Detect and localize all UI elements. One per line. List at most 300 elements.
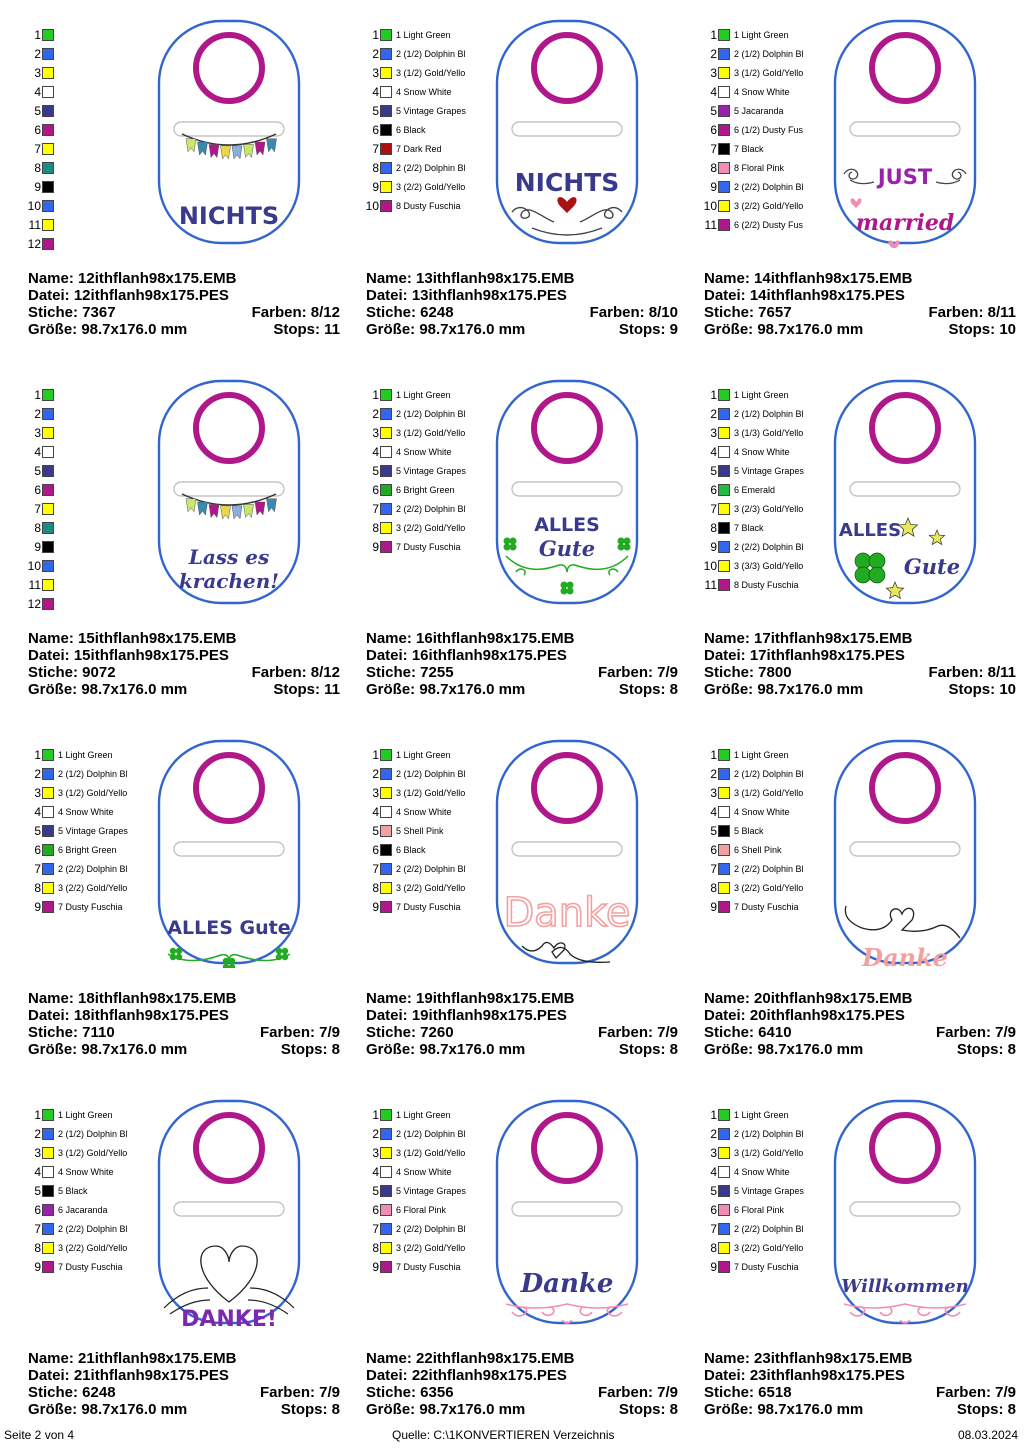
color-swatch-row <box>690 841 820 860</box>
swatch-color-box <box>718 67 730 79</box>
swatch-color-box <box>380 465 392 477</box>
swatch-color-box <box>718 465 730 477</box>
swatch-number: 9 <box>710 540 717 554</box>
color-swatch-row <box>14 45 144 64</box>
swatch-number: 2 <box>372 1127 379 1141</box>
swatch-number: 4 <box>710 1165 717 1179</box>
swatch-number: 2 <box>372 47 379 61</box>
color-swatch-row <box>14 898 144 917</box>
swatch-thread-name: 3 (1/2) Gold/Yello <box>734 68 804 78</box>
color-swatch-row <box>352 424 482 443</box>
color-swatch-row <box>14 538 144 557</box>
swatch-thread-name: 3 (2/2) Gold/Yello <box>396 523 466 533</box>
swatch-thread-name: 2 (2/2) Dolphin Bl <box>58 864 128 874</box>
color-count: Farben: 8/12 <box>251 304 340 321</box>
swatch-color-box <box>718 1223 730 1235</box>
swatch-number: 8 <box>34 1241 41 1255</box>
swatch-number: 7 <box>372 1222 379 1236</box>
color-swatch-row <box>14 746 144 765</box>
swatch-number: 1 <box>372 1108 379 1122</box>
swatch-color-box <box>380 1166 392 1178</box>
swatch-thread-name: 6 Jacaranda <box>58 1205 108 1215</box>
color-swatch-row <box>14 1258 144 1277</box>
swatch-thread-name: 7 Dusty Fuschia <box>396 542 461 552</box>
swatch-number: 8 <box>34 161 41 175</box>
color-swatch-list <box>14 386 144 614</box>
info-line <box>366 1401 678 1418</box>
color-swatch-row <box>690 64 820 83</box>
swatch-thread-name: 5 Black <box>58 1186 88 1196</box>
color-swatch-row <box>690 45 820 64</box>
color-swatch-row <box>690 443 820 462</box>
info-line <box>28 321 340 338</box>
swatch-number: 6 <box>372 483 379 497</box>
swatch-color-box <box>718 768 730 780</box>
color-swatch-row <box>14 1220 144 1239</box>
color-swatch-row <box>352 1239 482 1258</box>
swatch-number: 1 <box>372 748 379 762</box>
swatch-thread-name: 1 Light Green <box>734 1110 789 1120</box>
design-card <box>352 1080 690 1440</box>
hanger-slot <box>850 1202 960 1216</box>
info-line <box>366 990 678 1007</box>
design-text: Gute <box>903 554 961 579</box>
color-swatch-row <box>14 1125 144 1144</box>
swatch-number: 5 <box>372 824 379 838</box>
swatch-color-box <box>42 124 54 136</box>
info-line <box>366 287 678 304</box>
file-name: Name: 22ithflanh98x175.EMB <box>366 1350 575 1367</box>
swatch-thread-name: 2 (1/2) Dolphin Bl <box>734 49 804 59</box>
swatch-thread-name: 6 (2/2) Dusty Fus <box>734 220 804 230</box>
file-pes: Datei: 12ithflanh98x175.PES <box>28 287 229 304</box>
swatch-number: 4 <box>34 445 41 459</box>
swatch-number: 2 <box>710 1127 717 1141</box>
door-hanger-preview <box>492 16 642 248</box>
design-card <box>352 0 690 360</box>
color-swatch-row <box>690 1125 820 1144</box>
info-line <box>366 1007 678 1024</box>
swatch-color-box <box>380 29 392 41</box>
design-text: Gute <box>538 536 596 561</box>
swatch-thread-name: 6 Shell Pink <box>734 845 782 855</box>
stitch-count: Stiche: 6518 <box>704 1384 792 1401</box>
swatch-color-box <box>380 541 392 553</box>
stitch-count: Stiche: 7367 <box>28 304 116 321</box>
color-swatch-row <box>14 481 144 500</box>
swatch-number: 9 <box>372 900 379 914</box>
color-swatch-row <box>14 860 144 879</box>
swatch-color-box <box>380 86 392 98</box>
swatch-thread-name: 3 (1/2) Gold/Yello <box>734 1148 804 1158</box>
info-line <box>28 1007 340 1024</box>
swatch-thread-name: 8 Floral Pink <box>734 163 785 173</box>
design-info <box>704 630 1016 698</box>
swatch-thread-name: 2 (2/2) Dolphin Bl <box>396 864 466 874</box>
swatch-color-box <box>380 901 392 913</box>
swatch-color-box <box>380 787 392 799</box>
design-text: krachen! <box>178 569 280 593</box>
stop-count: Stops: 8 <box>280 1041 340 1058</box>
swatch-thread-name: 3 (1/2) Gold/Yello <box>58 1148 128 1158</box>
swatch-number: 4 <box>34 85 41 99</box>
swatch-color-box <box>380 162 392 174</box>
color-swatch-row <box>352 519 482 538</box>
color-swatch-row <box>352 481 482 500</box>
color-swatch-row <box>14 386 144 405</box>
swatch-number: 2 <box>34 407 41 421</box>
swatch-thread-name: 4 Snow White <box>396 447 452 457</box>
info-line <box>704 1367 1016 1384</box>
swatch-color-box <box>718 427 730 439</box>
swatch-thread-name: 4 Snow White <box>734 447 790 457</box>
swatch-color-box <box>42 522 54 534</box>
swatch-number: 1 <box>34 388 41 402</box>
design-info <box>704 270 1016 338</box>
stop-count: Stops: 9 <box>618 321 678 338</box>
color-swatch-row <box>352 140 482 159</box>
color-swatch-row <box>690 500 820 519</box>
color-swatch-list <box>352 1106 482 1277</box>
color-swatch-row <box>14 576 144 595</box>
color-swatch-row <box>352 1201 482 1220</box>
swatch-number: 10 <box>703 559 717 573</box>
swatch-thread-name: 3 (1/2) Gold/Yello <box>734 788 804 798</box>
info-line <box>366 664 678 681</box>
file-name: Name: 15ithflanh98x175.EMB <box>28 630 237 647</box>
swatch-color-box <box>380 124 392 136</box>
design-info <box>704 1350 1016 1418</box>
swatch-thread-name: 7 Dusty Fuschia <box>734 1262 799 1272</box>
color-swatch-row <box>352 1125 482 1144</box>
file-pes: Datei: 22ithflanh98x175.PES <box>366 1367 567 1384</box>
swatch-thread-name: 4 Snow White <box>396 1167 452 1177</box>
door-hanger-preview <box>492 376 642 608</box>
swatch-color-box <box>380 67 392 79</box>
swatch-color-box <box>380 768 392 780</box>
file-pes: Datei: 23ithflanh98x175.PES <box>704 1367 905 1384</box>
swatch-number: 3 <box>710 786 717 800</box>
info-line <box>366 1350 678 1367</box>
swatch-number: 3 <box>372 1146 379 1160</box>
swatch-color-box <box>380 825 392 837</box>
swatch-color-box <box>718 522 730 534</box>
swatch-thread-name: 3 (1/2) Gold/Yello <box>396 788 466 798</box>
swatch-number: 7 <box>710 862 717 876</box>
color-swatch-list <box>690 1106 820 1277</box>
swatch-color-box <box>718 1109 730 1121</box>
swatch-thread-name: 3 (1/2) Gold/Yello <box>396 68 466 78</box>
color-swatch-list <box>352 746 482 917</box>
swatch-thread-name: 2 (1/2) Dolphin Bl <box>58 769 128 779</box>
color-swatch-row <box>690 538 820 557</box>
swatch-color-box <box>42 219 54 231</box>
color-swatch-row <box>352 159 482 178</box>
swatch-thread-name: 3 (2/2) Gold/Yello <box>396 182 466 192</box>
swatch-color-box <box>380 503 392 515</box>
swatch-number: 6 <box>710 843 717 857</box>
swatch-color-box <box>718 1128 730 1140</box>
swatch-thread-name: 1 Light Green <box>734 30 789 40</box>
color-swatch-row <box>14 140 144 159</box>
swatch-number: 7 <box>372 862 379 876</box>
design-card <box>14 0 352 360</box>
swatch-thread-name: 6 Emerald <box>734 485 776 495</box>
swatch-thread-name: 5 Vintage Grapes <box>58 826 128 836</box>
swatch-color-box <box>380 1204 392 1216</box>
design-size: Größe: 98.7x176.0 mm <box>704 321 864 338</box>
stop-count: Stops: 11 <box>273 321 340 338</box>
color-swatch-list <box>352 386 482 557</box>
swatch-thread-name: 8 Dusty Fuschia <box>396 201 461 211</box>
design-text: JUST <box>877 165 933 189</box>
swatch-number: 3 <box>34 66 41 80</box>
swatch-number: 10 <box>27 199 41 213</box>
swatch-color-box <box>380 1147 392 1159</box>
color-swatch-row <box>690 197 820 216</box>
swatch-number: 9 <box>710 1260 717 1274</box>
swatch-number: 7 <box>710 142 717 156</box>
design-size: Größe: 98.7x176.0 mm <box>28 321 188 338</box>
info-line <box>28 1367 340 1384</box>
swatch-color-box <box>380 446 392 458</box>
door-hanger-preview <box>154 16 304 248</box>
swatch-thread-name: 2 (1/2) Dolphin Bl <box>734 409 804 419</box>
swatch-number: 5 <box>34 104 41 118</box>
file-pes: Datei: 13ithflanh98x175.PES <box>366 287 567 304</box>
color-swatch-row <box>14 121 144 140</box>
color-swatch-row <box>352 538 482 557</box>
swatch-color-box <box>718 200 730 212</box>
color-swatch-row <box>352 178 482 197</box>
swatch-color-box <box>718 806 730 818</box>
door-hanger-preview <box>492 1096 642 1328</box>
swatch-thread-name: 7 Dusty Fuschia <box>734 902 799 912</box>
design-info <box>366 270 678 338</box>
color-swatch-row <box>352 1163 482 1182</box>
swatch-thread-name: 2 (2/2) Dolphin Bl <box>734 182 804 192</box>
swatch-thread-name: 5 Jacaranda <box>734 106 784 116</box>
design-card <box>352 360 690 720</box>
swatch-thread-name: 2 (2/2) Dolphin Bl <box>396 1224 466 1234</box>
swatch-thread-name: 2 (2/2) Dolphin Bl <box>734 542 804 552</box>
color-swatch-row <box>352 462 482 481</box>
swatch-number: 6 <box>372 843 379 857</box>
color-swatch-row <box>352 898 482 917</box>
info-line <box>366 630 678 647</box>
file-name: Name: 12ithflanh98x175.EMB <box>28 270 237 287</box>
swatch-number: 6 <box>372 123 379 137</box>
swatch-color-box <box>718 541 730 553</box>
color-swatch-list <box>14 1106 144 1277</box>
hanger-slot <box>512 482 622 496</box>
design-text: Willkommen <box>841 1276 969 1297</box>
color-count: Farben: 7/9 <box>259 1024 340 1041</box>
swatch-color-box <box>718 219 730 231</box>
color-swatch-row <box>14 443 144 462</box>
color-swatch-row <box>690 424 820 443</box>
color-swatch-list <box>352 26 482 216</box>
hanger-slot <box>174 122 284 136</box>
info-line <box>704 630 1016 647</box>
swatch-number: 8 <box>372 521 379 535</box>
swatch-number: 6 <box>710 483 717 497</box>
swatch-thread-name: 3 (2/2) Gold/Yello <box>58 883 128 893</box>
file-pes: Datei: 18ithflanh98x175.PES <box>28 1007 229 1024</box>
swatch-thread-name: 3 (1/2) Gold/Yello <box>396 428 466 438</box>
swatch-thread-name: 3 (2/3) Gold/Yello <box>734 504 804 514</box>
swatch-thread-name: 2 (2/2) Dolphin Bl <box>396 504 466 514</box>
swatch-thread-name: 3 (2/2) Gold/Yello <box>734 883 804 893</box>
color-swatch-row <box>690 26 820 45</box>
color-swatch-row <box>690 1201 820 1220</box>
color-swatch-row <box>14 1106 144 1125</box>
design-text: NICHTS <box>178 202 280 230</box>
swatch-number: 3 <box>710 1146 717 1160</box>
swatch-color-box <box>42 408 54 420</box>
design-size: Größe: 98.7x176.0 mm <box>366 1401 526 1418</box>
design-size: Größe: 98.7x176.0 mm <box>366 1041 526 1058</box>
color-swatch-row <box>352 1182 482 1201</box>
color-swatch-row <box>690 803 820 822</box>
design-card <box>690 360 1024 720</box>
swatch-number: 9 <box>372 1260 379 1274</box>
design-text: NICHTS <box>514 168 620 197</box>
swatch-number: 4 <box>372 445 379 459</box>
design-text: married <box>855 210 955 236</box>
file-name: Name: 18ithflanh98x175.EMB <box>28 990 237 1007</box>
color-swatch-row <box>690 576 820 595</box>
info-line <box>704 321 1016 338</box>
color-swatch-row <box>352 405 482 424</box>
swatch-thread-name: 1 Light Green <box>734 750 789 760</box>
swatch-thread-name: 5 Black <box>734 826 764 836</box>
info-line <box>704 287 1016 304</box>
swatch-thread-name: 5 Vintage Grapes <box>396 106 466 116</box>
swatch-color-box <box>718 1242 730 1254</box>
hanger-slot <box>174 842 284 856</box>
color-swatch-row <box>14 1201 144 1220</box>
swatch-color-box <box>42 238 54 250</box>
color-swatch-row <box>690 216 820 235</box>
swatch-color-box <box>42 882 54 894</box>
swatch-color-box <box>718 579 730 591</box>
swatch-color-box <box>718 1185 730 1197</box>
color-swatch-row <box>690 121 820 140</box>
file-name: Name: 14ithflanh98x175.EMB <box>704 270 913 287</box>
design-text: Danke <box>862 943 948 968</box>
file-name: Name: 19ithflanh98x175.EMB <box>366 990 575 1007</box>
info-line <box>28 664 340 681</box>
file-name: Name: 20ithflanh98x175.EMB <box>704 990 913 1007</box>
swatch-thread-name: 7 Black <box>734 144 764 154</box>
stitch-count: Stiche: 9072 <box>28 664 116 681</box>
swatch-number: 4 <box>34 805 41 819</box>
color-swatch-row <box>690 1220 820 1239</box>
swatch-color-box <box>42 541 54 553</box>
stitch-count: Stiche: 7657 <box>704 304 792 321</box>
swatch-thread-name: 1 Light Green <box>396 30 451 40</box>
color-swatch-row <box>352 64 482 83</box>
swatch-thread-name: 5 Vintage Grapes <box>734 466 804 476</box>
design-text: ALLES <box>534 514 600 536</box>
swatch-thread-name: 7 Dusty Fuschia <box>58 902 123 912</box>
file-pes: Datei: 15ithflanh98x175.PES <box>28 647 229 664</box>
swatch-color-box <box>718 48 730 60</box>
swatch-color-box <box>42 844 54 856</box>
swatch-color-box <box>380 200 392 212</box>
swatch-number: 4 <box>710 805 717 819</box>
swatch-color-box <box>718 901 730 913</box>
swatch-color-box <box>380 105 392 117</box>
swatch-color-box <box>42 1166 54 1178</box>
info-line <box>28 647 340 664</box>
swatch-number: 6 <box>710 1203 717 1217</box>
swatch-color-box <box>42 1261 54 1273</box>
swatch-number: 3 <box>34 786 41 800</box>
file-name: Name: 16ithflanh98x175.EMB <box>366 630 575 647</box>
hanger-slot <box>850 482 960 496</box>
design-info <box>704 990 1016 1058</box>
swatch-number: 5 <box>372 464 379 478</box>
swatch-thread-name: 6 Bright Green <box>58 845 117 855</box>
color-swatch-list <box>14 746 144 917</box>
design-info <box>28 270 340 338</box>
swatch-number: 5 <box>710 464 717 478</box>
file-pes: Datei: 21ithflanh98x175.PES <box>28 1367 229 1384</box>
color-swatch-row <box>352 879 482 898</box>
stop-count: Stops: 10 <box>948 681 1016 698</box>
swatch-number: 8 <box>372 161 379 175</box>
swatch-color-box <box>42 863 54 875</box>
swatch-number: 7 <box>710 502 717 516</box>
swatch-color-box <box>42 48 54 60</box>
swatch-number: 4 <box>372 85 379 99</box>
info-line <box>366 1041 678 1058</box>
swatch-color-box <box>380 143 392 155</box>
door-hanger-preview <box>492 736 642 968</box>
design-size: Größe: 98.7x176.0 mm <box>704 1041 864 1058</box>
swatch-number: 9 <box>34 540 41 554</box>
hanger-slot <box>850 122 960 136</box>
swatch-number: 6 <box>710 123 717 137</box>
swatch-number: 5 <box>34 1184 41 1198</box>
swatch-number: 2 <box>34 767 41 781</box>
swatch-thread-name: 4 Snow White <box>58 807 114 817</box>
swatch-color-box <box>42 1147 54 1159</box>
color-swatch-row <box>14 1182 144 1201</box>
file-name: Name: 13ithflanh98x175.EMB <box>366 270 575 287</box>
color-swatch-row <box>14 462 144 481</box>
swatch-number: 11 <box>28 578 41 592</box>
swatch-number: 10 <box>703 199 717 213</box>
info-line <box>704 1384 1016 1401</box>
swatch-thread-name: 3 (2/2) Gold/Yello <box>396 1243 466 1253</box>
design-size: Größe: 98.7x176.0 mm <box>28 681 188 698</box>
swatch-number: 8 <box>34 521 41 535</box>
color-swatch-row <box>690 1106 820 1125</box>
swatch-number: 8 <box>372 1241 379 1255</box>
color-swatch-row <box>690 898 820 917</box>
info-line <box>28 1024 340 1041</box>
swatch-thread-name: 3 (3/3) Gold/Yello <box>734 561 804 571</box>
swatch-color-box <box>718 882 730 894</box>
swatch-color-box <box>380 1128 392 1140</box>
design-info <box>366 990 678 1058</box>
color-swatch-row <box>352 765 482 784</box>
swatch-color-box <box>718 408 730 420</box>
color-count: Farben: 7/9 <box>597 1024 678 1041</box>
